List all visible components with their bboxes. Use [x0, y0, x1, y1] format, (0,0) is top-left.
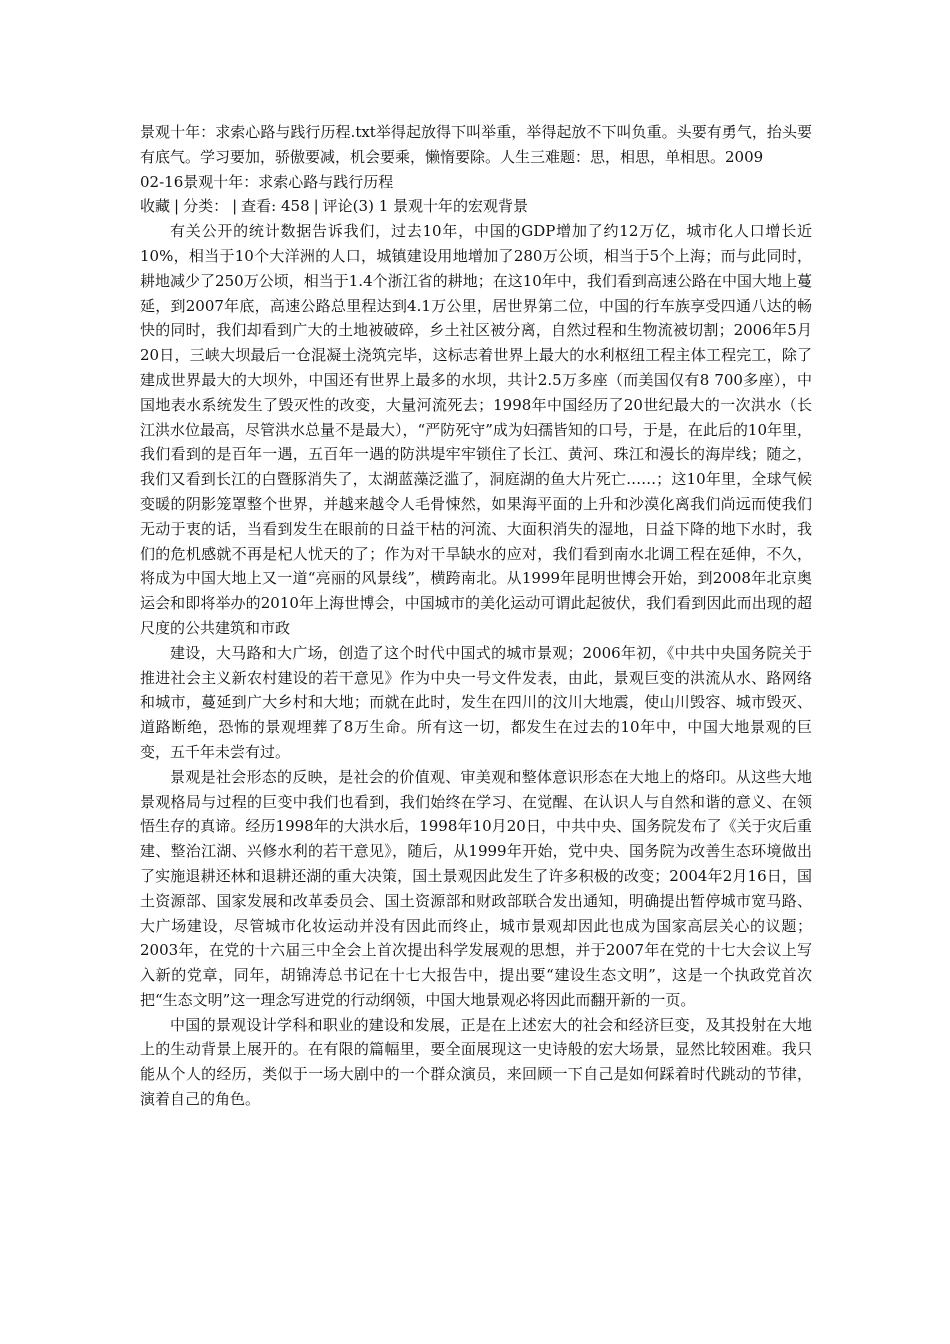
- separator: |: [232, 197, 238, 216]
- category-label: 分类：: [183, 197, 229, 216]
- separator: |: [174, 197, 180, 216]
- paragraph: 景观是社会形态的反映，是社会的价值观、审美观和整体意识形态在大地上的烙印。从这些大地景观格局与过程的巨变中我们也看到，我们始终在学习、在觉醒、在认识人与自然和谐的意义、在领悟生存的真谛。经历1998年的大洪水后，1998年10月20日，中共中央、国务院发布了《关于灾后重建、整治江湖、兴修水利的若干意见》，随后，从1999年开始，党中央、国务院为改善生态环境做出了实施退耕还林和退耕还湖的重大决策，国土景观因此发生了许多积极的改变；2004年2月16日，国土资源部、国家发展和改革委员会、国土资源部和财政部联合发出通知，明确提出暂停城市宽马路、大广场建设，尽管城市化妆运动并没有因此而终止，城市景观却因此也成为国家高层关心的议题；2003年，在党的十六届三中全会上首次提出科学发展观的思想，并于2007年在党的十七大会议上写入新的党章，同年，胡锦涛总书记在十七大报告中，提出要“建设生态文明”，这是一个执政党首次把“生态文明”这一理念写进党的行动纲领，中国大地景观必将因此而翻开新的一页。: [140, 767, 812, 1009]
- meta-line: [140, 194, 812, 219]
- paragraph: 建设，大马路和大广场，创造了这个时代中国式的城市景观；2006年初，《中共中央国务院关于推进社会主义新农村建设的若干意见》作为中央一号文件发表，由此，景观巨变的洪流从水、路网络和城市，蔓延到广大乡村和大地；而就在此时，发生在四川的汶川大地震，使山川毁容、城市毁灭、道路断绝，恐怖的景观埋葬了8万生命。所有这一切，都发生在过去的10年中，中国大地景观的巨变，五千年未尝有过。: [140, 643, 812, 761]
- date-title: 02-16景观十年：求索心路与践行历程: [140, 172, 394, 191]
- intro-text: 景观十年：求索心路与践行历程.txt举得起放得下叫举重，举得起放不下叫负重。头要有勇气，抬头要有底气。学习要加，骄傲要减，机会要乘，懒惰要除。人生三难题：思，相思，单相思。2009: [140, 123, 812, 166]
- views-count: 查看: 458: [241, 197, 310, 216]
- section-heading: 1 景观十年的宏观背景: [378, 197, 529, 216]
- collect-link[interactable]: 收藏: [140, 197, 171, 216]
- paragraph: 有关公开的统计数据告诉我们，过去10年，中国的GDP增加了约12万亿，城市化人口增长近10%，相当于10个大洋洲的人口，城镇建设用地增加了280万公顷，相当于5个上海；而与此同时，耕地减少了250万公顷，相当于1.4个浙江省的耕地；在这10年中，我们看到高速公路在中国大地上蔓延，到2007年底，高速公路总里程达到4.1万公里，居世界第二位，中国的行车族享受四通八达的畅快的同时，我们却看到广大的土地被破碎，乡土社区被分离，自然过程和生物流被切割；2006年5月20日，三峡大坝最后一仓混凝土浇筑完毕，这标志着世界上最大的水利枢纽工程主体工程完工，除了建成世界最大的大坝外，中国还有世界上最多的水坝，共计2.5万多座（而美国仅有8 700多座），中国地表水系统发生了毁灭性的改变，大量河流死去；1998年中国经历了20世纪最大的一次洪水（长江洪水位最高，尽管洪水总量不是最大），“严防死守”成为妇孺皆知的口号，于是，在此后的10年里，我们看到的是百年一遇，五百年一遇的防洪堤牢牢锁住了长江、黄河、珠江和漫长的海岸线；随之，我们又看到长江的白暨豚消失了，太湖蓝藻泛滥了，洞庭湖的鱼大片死亡……；这10年里，全球气候变暖的阴影笼罩整个世界，并越来越令人毛骨悚然，如果海平面的上升和沙漠化离我们尚远而使我们无动于衷的话，当看到发生在眼前的日益干枯的河流、大面积消失的湿地，日益下降的地下水时，我们的危机感就不再是杞人忧天的了；作为对干旱缺水的应对，我们看到南水北调工程在延伸，不久，将成为中国大地上又一道“亮丽的风景线”，横跨南北。从1999年昆明世博会开始，到2008年北京奥运会和即将举办的2010年上海世博会，中国城市的美化运动可谓此起彼伏，我们看到因此而出现的超尺度的公共建筑和市政: [140, 222, 812, 637]
- paragraph: 中国的景观设计学科和职业的建设和发展，正是在上述宏大的社会和经济巨变，及其投射在大地上的生动背景上展开的。在有限的篇幅里，要全面展现这一史诗般的宏大场景，显然比较困难。我只能从个人的经历，类似于一场大剧中的一个群众演员，来回顾一下自己是如何踩着时代跳动的节律，演着自己的角色。: [140, 1015, 812, 1109]
- separator: |: [313, 197, 319, 216]
- comments-link[interactable]: 评论(3): [322, 197, 374, 216]
- document-page: [140, 120, 812, 1112]
